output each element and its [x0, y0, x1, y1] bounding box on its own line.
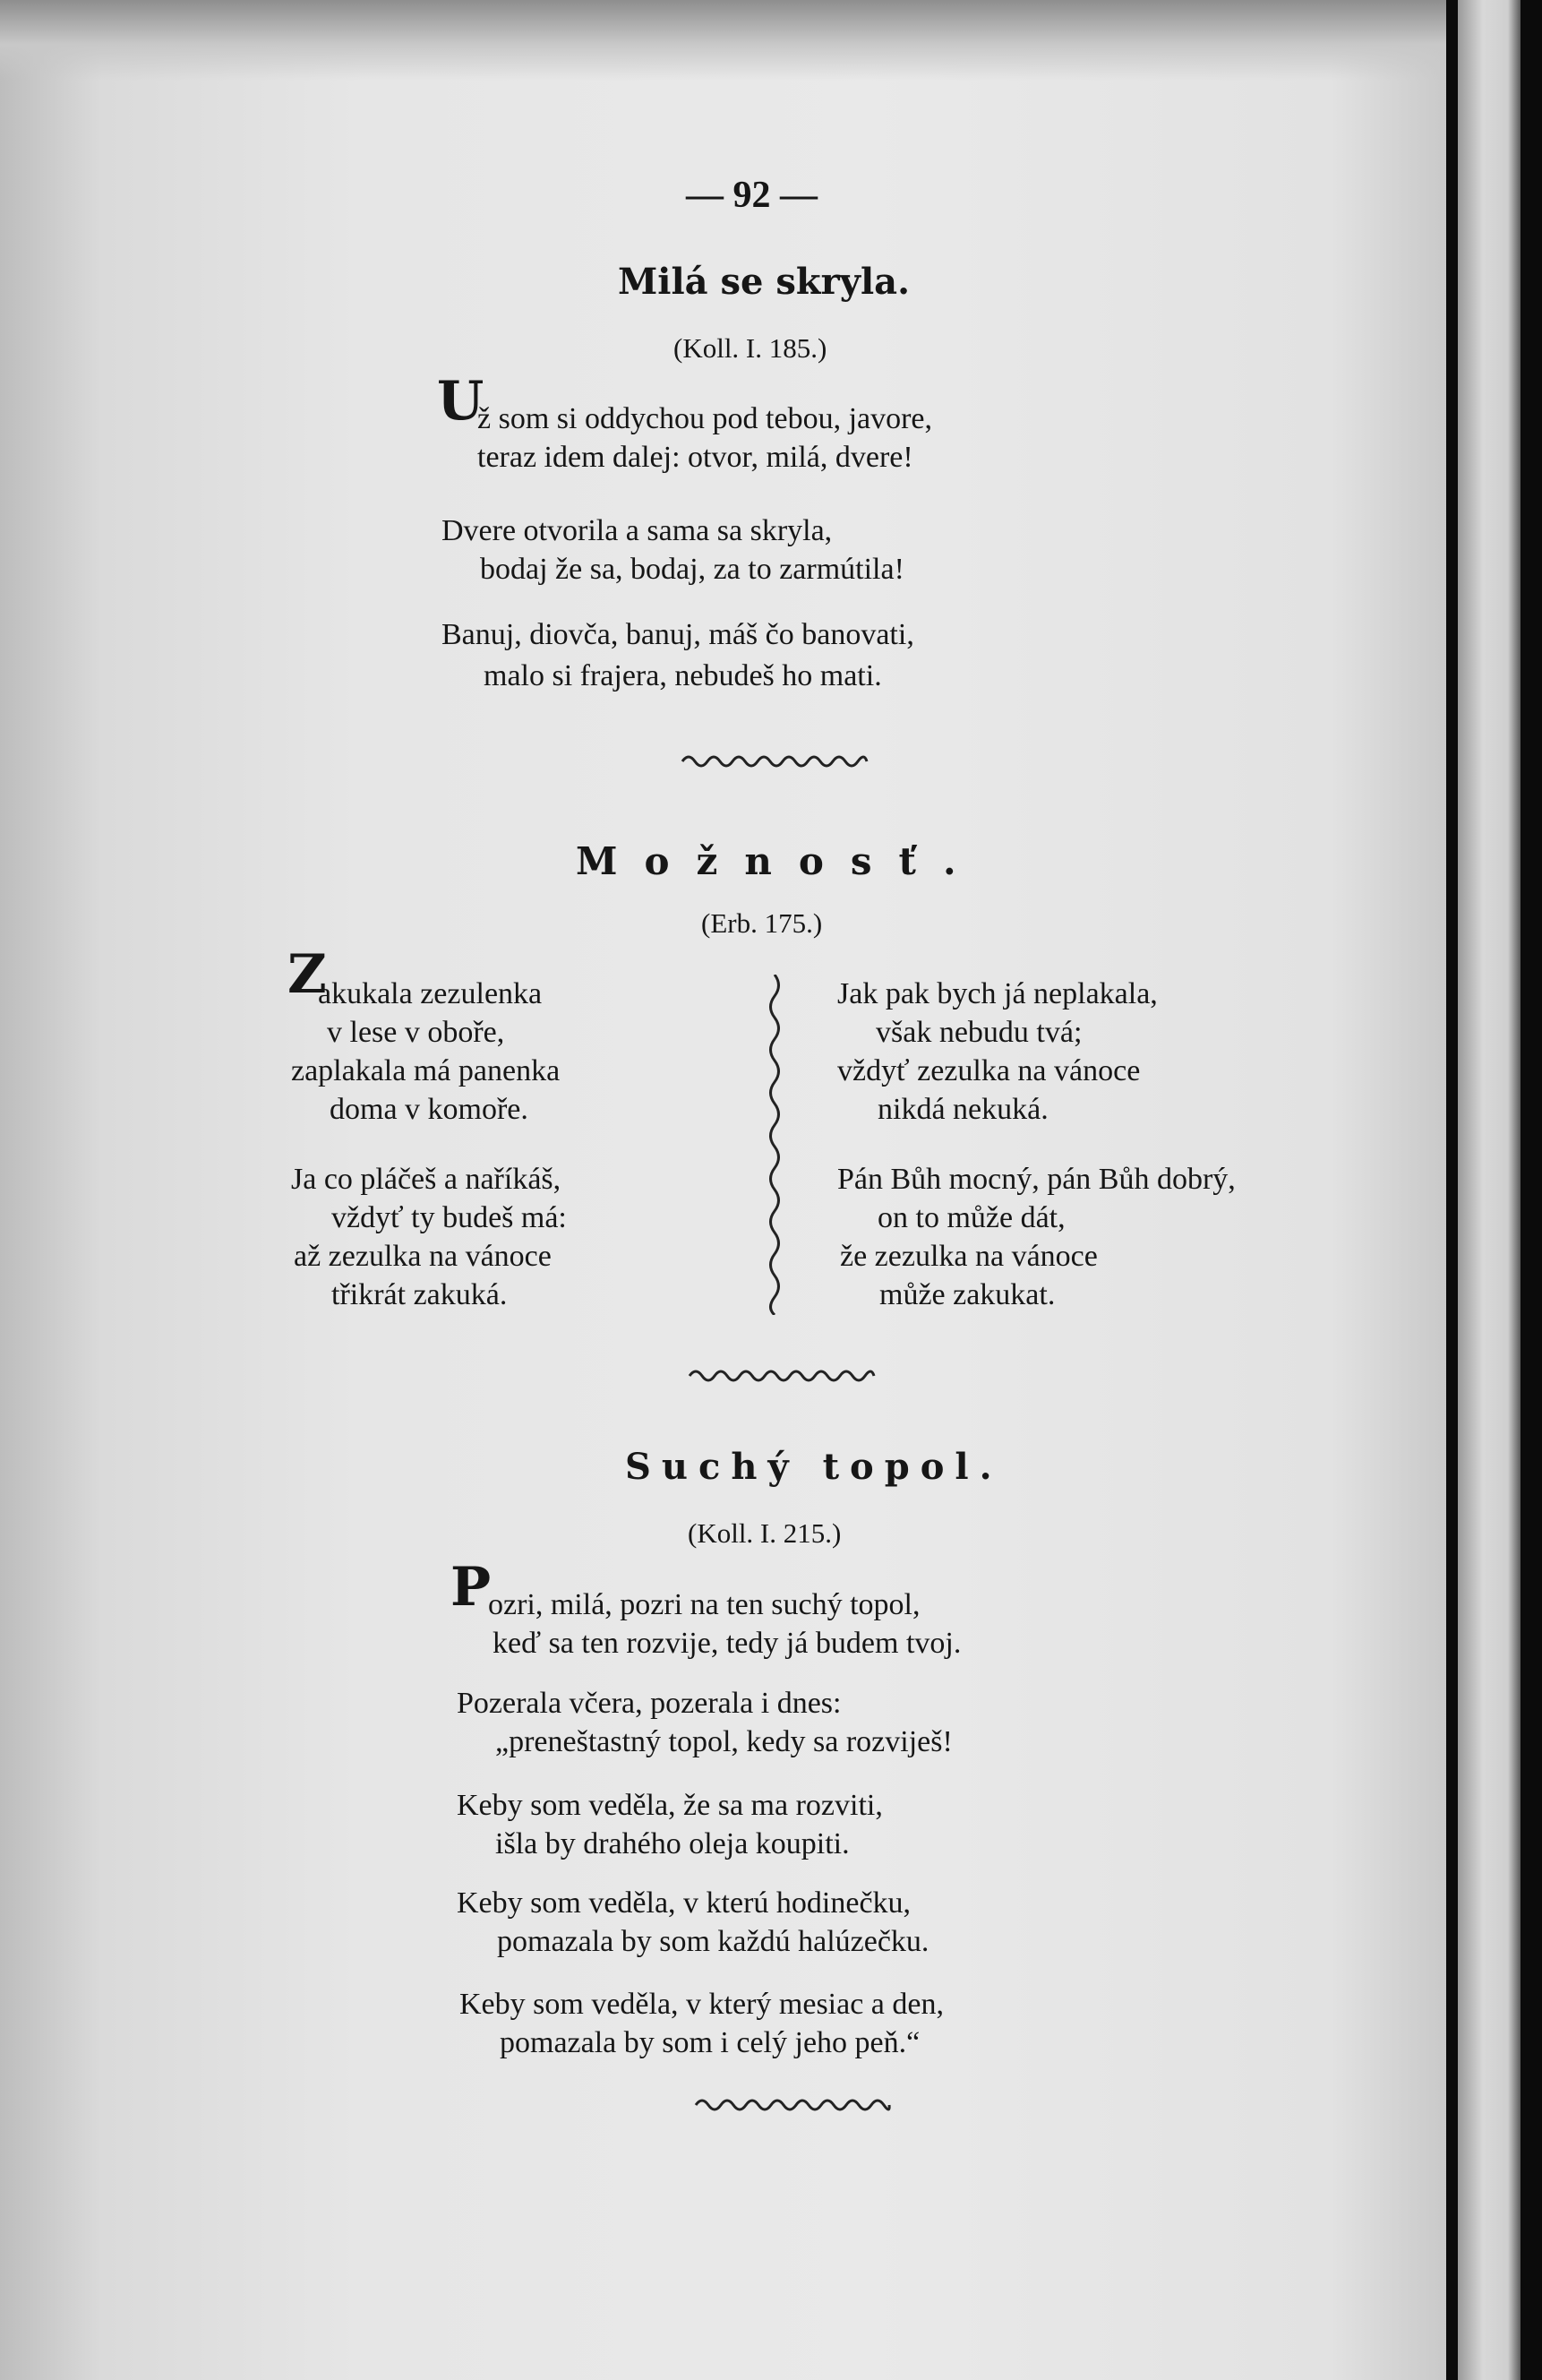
poem2-left-line: Ja co pláčeš a naříkáš,: [291, 1163, 561, 1196]
poem3-line: ozri, milá, pozri na ten suchý topol,: [488, 1588, 921, 1621]
poem2-left-line: vždyť ty budeš má:: [331, 1201, 567, 1234]
poem2-left-line: doma v komoře.: [330, 1093, 528, 1126]
poem3-line: Pozerala včera, pozerala i dnes:: [457, 1687, 842, 1720]
poem3-line: pomazala by som i celý jeho peň.“: [500, 2026, 921, 2059]
poem-source-3: (Koll. I. 215.): [688, 1517, 842, 1549]
drop-cap-1: U: [437, 370, 484, 433]
poem1-line: bodaj že sa, bodaj, za to zarmútila!: [480, 553, 904, 586]
poem2-left-line: akukala zezulenka: [318, 977, 543, 1010]
poem2-left-line: až zezulka na vánoce: [294, 1240, 552, 1273]
poem3-line: „preneštastný topol, kedy sa rozviješ!: [495, 1725, 953, 1758]
poem2-left-line: třikrát zakuká.: [331, 1278, 508, 1311]
poem2-right-line: může zakukat.: [879, 1278, 1056, 1311]
poem-title-1: Milá se skryla.: [618, 261, 910, 303]
poem3-line: Keby som veděla, v který mesiac a den,: [459, 1988, 944, 2021]
poem-title-2: Možnosť.: [576, 839, 983, 883]
poem3-line: keď sa ten rozvije, tedy já budem tvoj.: [493, 1627, 962, 1660]
poem3-line: Keby som veděla, v kterú hodinečku,: [457, 1886, 912, 1920]
poem2-right-line: Pán Bůh mocný, pán Bůh dobrý,: [837, 1163, 1236, 1196]
poem1-line: Banuj, diovča, banuj, máš čo banovati,: [441, 618, 914, 651]
poem2-right-line: Jak pak bych já neplakala,: [837, 977, 1158, 1010]
next-page-edge: [1458, 0, 1521, 2380]
ornament-divider-1: [681, 751, 869, 769]
ornament-divider-3: [694, 2094, 891, 2112]
poem1-line: Dvere otvorila a sama sa skryla,: [441, 514, 833, 547]
poem-source-1: (Koll. I. 185.): [673, 332, 827, 364]
poem3-line: Keby som veděla, že sa ma rozviti,: [457, 1789, 883, 1822]
poem3-line: pomazala by som každú halúzečku.: [497, 1925, 929, 1958]
poem1-line: malo si frajera, nebudeš ho mati.: [484, 659, 882, 692]
poem2-right-line: však nebudu tvá;: [876, 1016, 1083, 1049]
poem-title-3: Suchý topol.: [625, 1446, 1003, 1488]
poem3-line: išla by drahého oleja koupiti.: [495, 1827, 850, 1860]
poem2-right-line: nikdá nekuká.: [878, 1093, 1049, 1126]
poem2-left-line: zaplakala má panenka: [291, 1054, 561, 1087]
poem2-right-line: vždyť zezulka na vánoce: [837, 1054, 1141, 1087]
poem-source-2: (Erb. 175.): [701, 907, 823, 939]
ornament-divider-2: [688, 1365, 876, 1383]
drop-cap-2: Z: [287, 943, 327, 1006]
poem1-line: ž som si oddychou pod tebou, javore,: [477, 402, 933, 435]
page-number: — 92 —: [686, 175, 818, 216]
poem2-right-line: že zezulka na vánoce: [840, 1240, 1098, 1273]
poem1-line: teraz idem dalej: otvor, milá, dvere!: [477, 441, 913, 474]
column-separator-wavy: [761, 975, 788, 1315]
poem2-right-line: on to může dát,: [878, 1201, 1066, 1234]
drop-cap-3: P: [450, 1556, 492, 1619]
poem2-left-line: v lese v oboře,: [327, 1016, 505, 1049]
